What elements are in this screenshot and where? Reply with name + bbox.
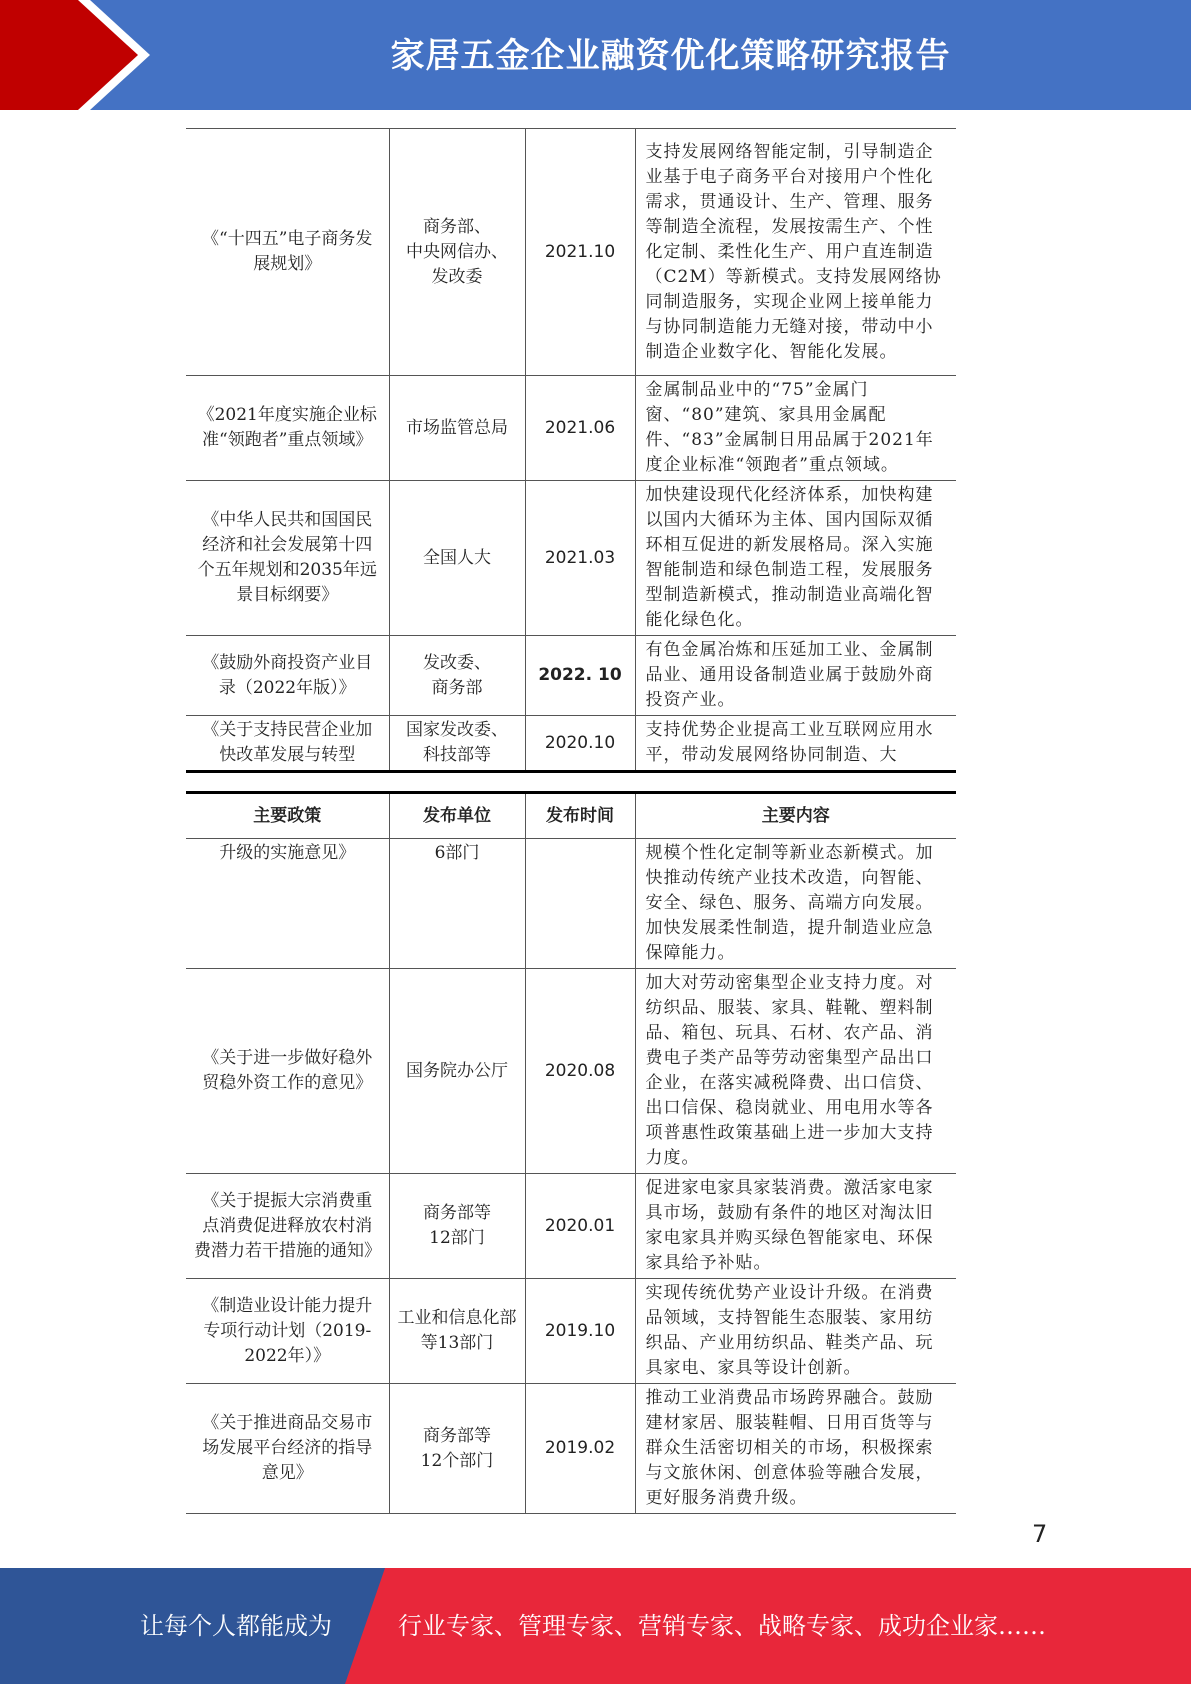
date-cell: [525, 839, 635, 969]
column-header: 发布时间: [525, 793, 635, 839]
page-title: 家居五金企业融资优化策略研究报告: [390, 36, 951, 76]
issuer-cell: 国务院办公厅: [389, 969, 525, 1174]
date-cell: 2021.10: [525, 129, 635, 376]
policy-table-top: [186, 128, 956, 773]
issuer-cell: 工业和信息化部等13部门: [389, 1279, 525, 1384]
content-cell: 加快建设现代化经济体系，加快构建以国内大循环为主体、国内国际双循环相互促进的新发展格局。深入实施智能制造和绿色制造工程，发展服务型制造新模式，推动制造业高端化智能化绿色化。: [635, 481, 956, 636]
content-cell: 实现传统优势产业设计升级。在消费品领域，支持智能生态服装、家用纺织品、产业用纺织品、鞋类产品、玩具家电、家具等设计创新。: [635, 1279, 956, 1384]
date-cell: 2020.01: [525, 1174, 635, 1279]
issuer-cell: 发改委、 商务部: [389, 636, 525, 716]
date-cell: 2019.10: [525, 1279, 635, 1384]
page-number: 7: [1032, 1520, 1048, 1548]
content-cell: 规模个性化定制等新业态新模式。加快推动传统产业技术改造，向智能、安全、绿色、服务、高端方向发展。加快发展柔性制造，提升制造业应急保障能力。: [635, 839, 956, 969]
policy-cell: 《关于推进商品交易市场发展平台经济的指导意见》: [186, 1384, 389, 1514]
policy-cell: 升级的实施意见》: [186, 839, 389, 969]
issuer-cell: 市场监管总局: [389, 376, 525, 481]
table-header-row: [186, 793, 956, 839]
date-cell: 2022. 10: [525, 636, 635, 716]
date-cell: 2021.06: [525, 376, 635, 481]
policy-cell: 《关于进一步做好稳外贸稳外资工作的意见》: [186, 969, 389, 1174]
content-cell: 支持优势企业提高工业互联网应用水平，带动发展网络协同制造、大: [635, 716, 956, 772]
date-cell: 2020.10: [525, 716, 635, 772]
policy-table-bottom: [186, 791, 956, 1514]
table-row: [186, 716, 956, 772]
table-row: [186, 839, 956, 969]
policy-cell: 《制造业设计能力提升专项行动计划（2019-2022年）》: [186, 1279, 389, 1384]
policy-cell: 《鼓励外商投资产业目录（2022年版）》: [186, 636, 389, 716]
date-cell: 2021.03: [525, 481, 635, 636]
table-row: [186, 1174, 956, 1279]
content-cell: 支持发展网络智能定制，引导制造企业基于电子商务平台对接用户个性化需求，贯通设计、生产、管理、服务等制造全流程，发展按需生产、个性化定制、柔性化生产、用户直连制造（C2M）等新模式。支持发展网络协同制造服务，实现企业网上接单能力与协同制造能力无缝对接，带动中小制造企业数字化、智能化发展。: [635, 129, 956, 376]
date-cell: 2020.08: [525, 969, 635, 1174]
issuer-cell: 6部门: [389, 839, 525, 969]
column-header: 发布单位: [389, 793, 525, 839]
page-footer: [0, 1568, 1191, 1684]
table-row: [186, 376, 956, 481]
policy-cell: 《关于提振大宗消费重点消费促进释放农村消费潜力若干措施的通知》: [186, 1174, 389, 1279]
content-cell: 有色金属冶炼和压延加工业、金属制品业、通用设备制造业属于鼓励外商投资产业。: [635, 636, 956, 716]
content-cell: 推动工业消费品市场跨界融合。鼓励建材家居、服装鞋帽、日用百货等与群众生活密切相关的市场，积极探索与文旅休闲、创意体验等融合发展，更好服务消费升级。: [635, 1384, 956, 1514]
content-cell: 加大对劳动密集型企业支持力度。对纺织品、服装、家具、鞋靴、塑料制品、箱包、玩具、石材、农产品、消费电子类产品等劳动密集型产品出口企业，在落实减税降费、出口信贷、出口信保、稳岗就业、用电用水等各项普惠性政策基础上进一步加大支持力度。: [635, 969, 956, 1174]
policy-cell: 《关于支持民营企业加快改革发展与转型: [186, 716, 389, 772]
policy-cell: 《中华人民共和国国民经济和社会发展第十四个五年规划和2035年远景目标纲要》: [186, 481, 389, 636]
policy-cell: 《2021年度实施企业标准“领跑者”重点领域》: [186, 376, 389, 481]
table-row: [186, 1384, 956, 1514]
issuer-cell: 国家发改委、 科技部等: [389, 716, 525, 772]
content-cell: 金属制品业中的“75”金属门窗、“80”建筑、家具用金属配件、“83”金属制日用品属于2021年度企业标准“领跑者”重点领域。: [635, 376, 956, 481]
column-header: 主要政策: [186, 793, 389, 839]
issuer-cell: 商务部等 12个部门: [389, 1384, 525, 1514]
page-header: [0, 0, 1191, 110]
column-header: 主要内容: [635, 793, 956, 839]
issuer-cell: 商务部、 中央网信办、 发改委: [389, 129, 525, 376]
policy-cell: 《“十四五”电子商务发展规划》: [186, 129, 389, 376]
date-cell: 2019.02: [525, 1384, 635, 1514]
table-row: [186, 129, 956, 376]
table-row: [186, 481, 956, 636]
header-chevron-icon: [0, 0, 150, 110]
table-row: [186, 636, 956, 716]
issuer-cell: 商务部等 12部门: [389, 1174, 525, 1279]
issuer-cell: 全国人大: [389, 481, 525, 636]
footer-slogan-left: 让每个人都能成为: [140, 1612, 332, 1640]
footer-slogan-right: 行业专家、管理专家、营销专家、战略专家、成功企业家……: [398, 1612, 1046, 1640]
table-row: [186, 969, 956, 1174]
table-row: [186, 1279, 956, 1384]
content-cell: 促进家电家具家装消费。激活家电家具市场，鼓励有条件的地区对淘汰旧家电家具并购买绿色智能家电、环保家具给予补贴。: [635, 1174, 956, 1279]
